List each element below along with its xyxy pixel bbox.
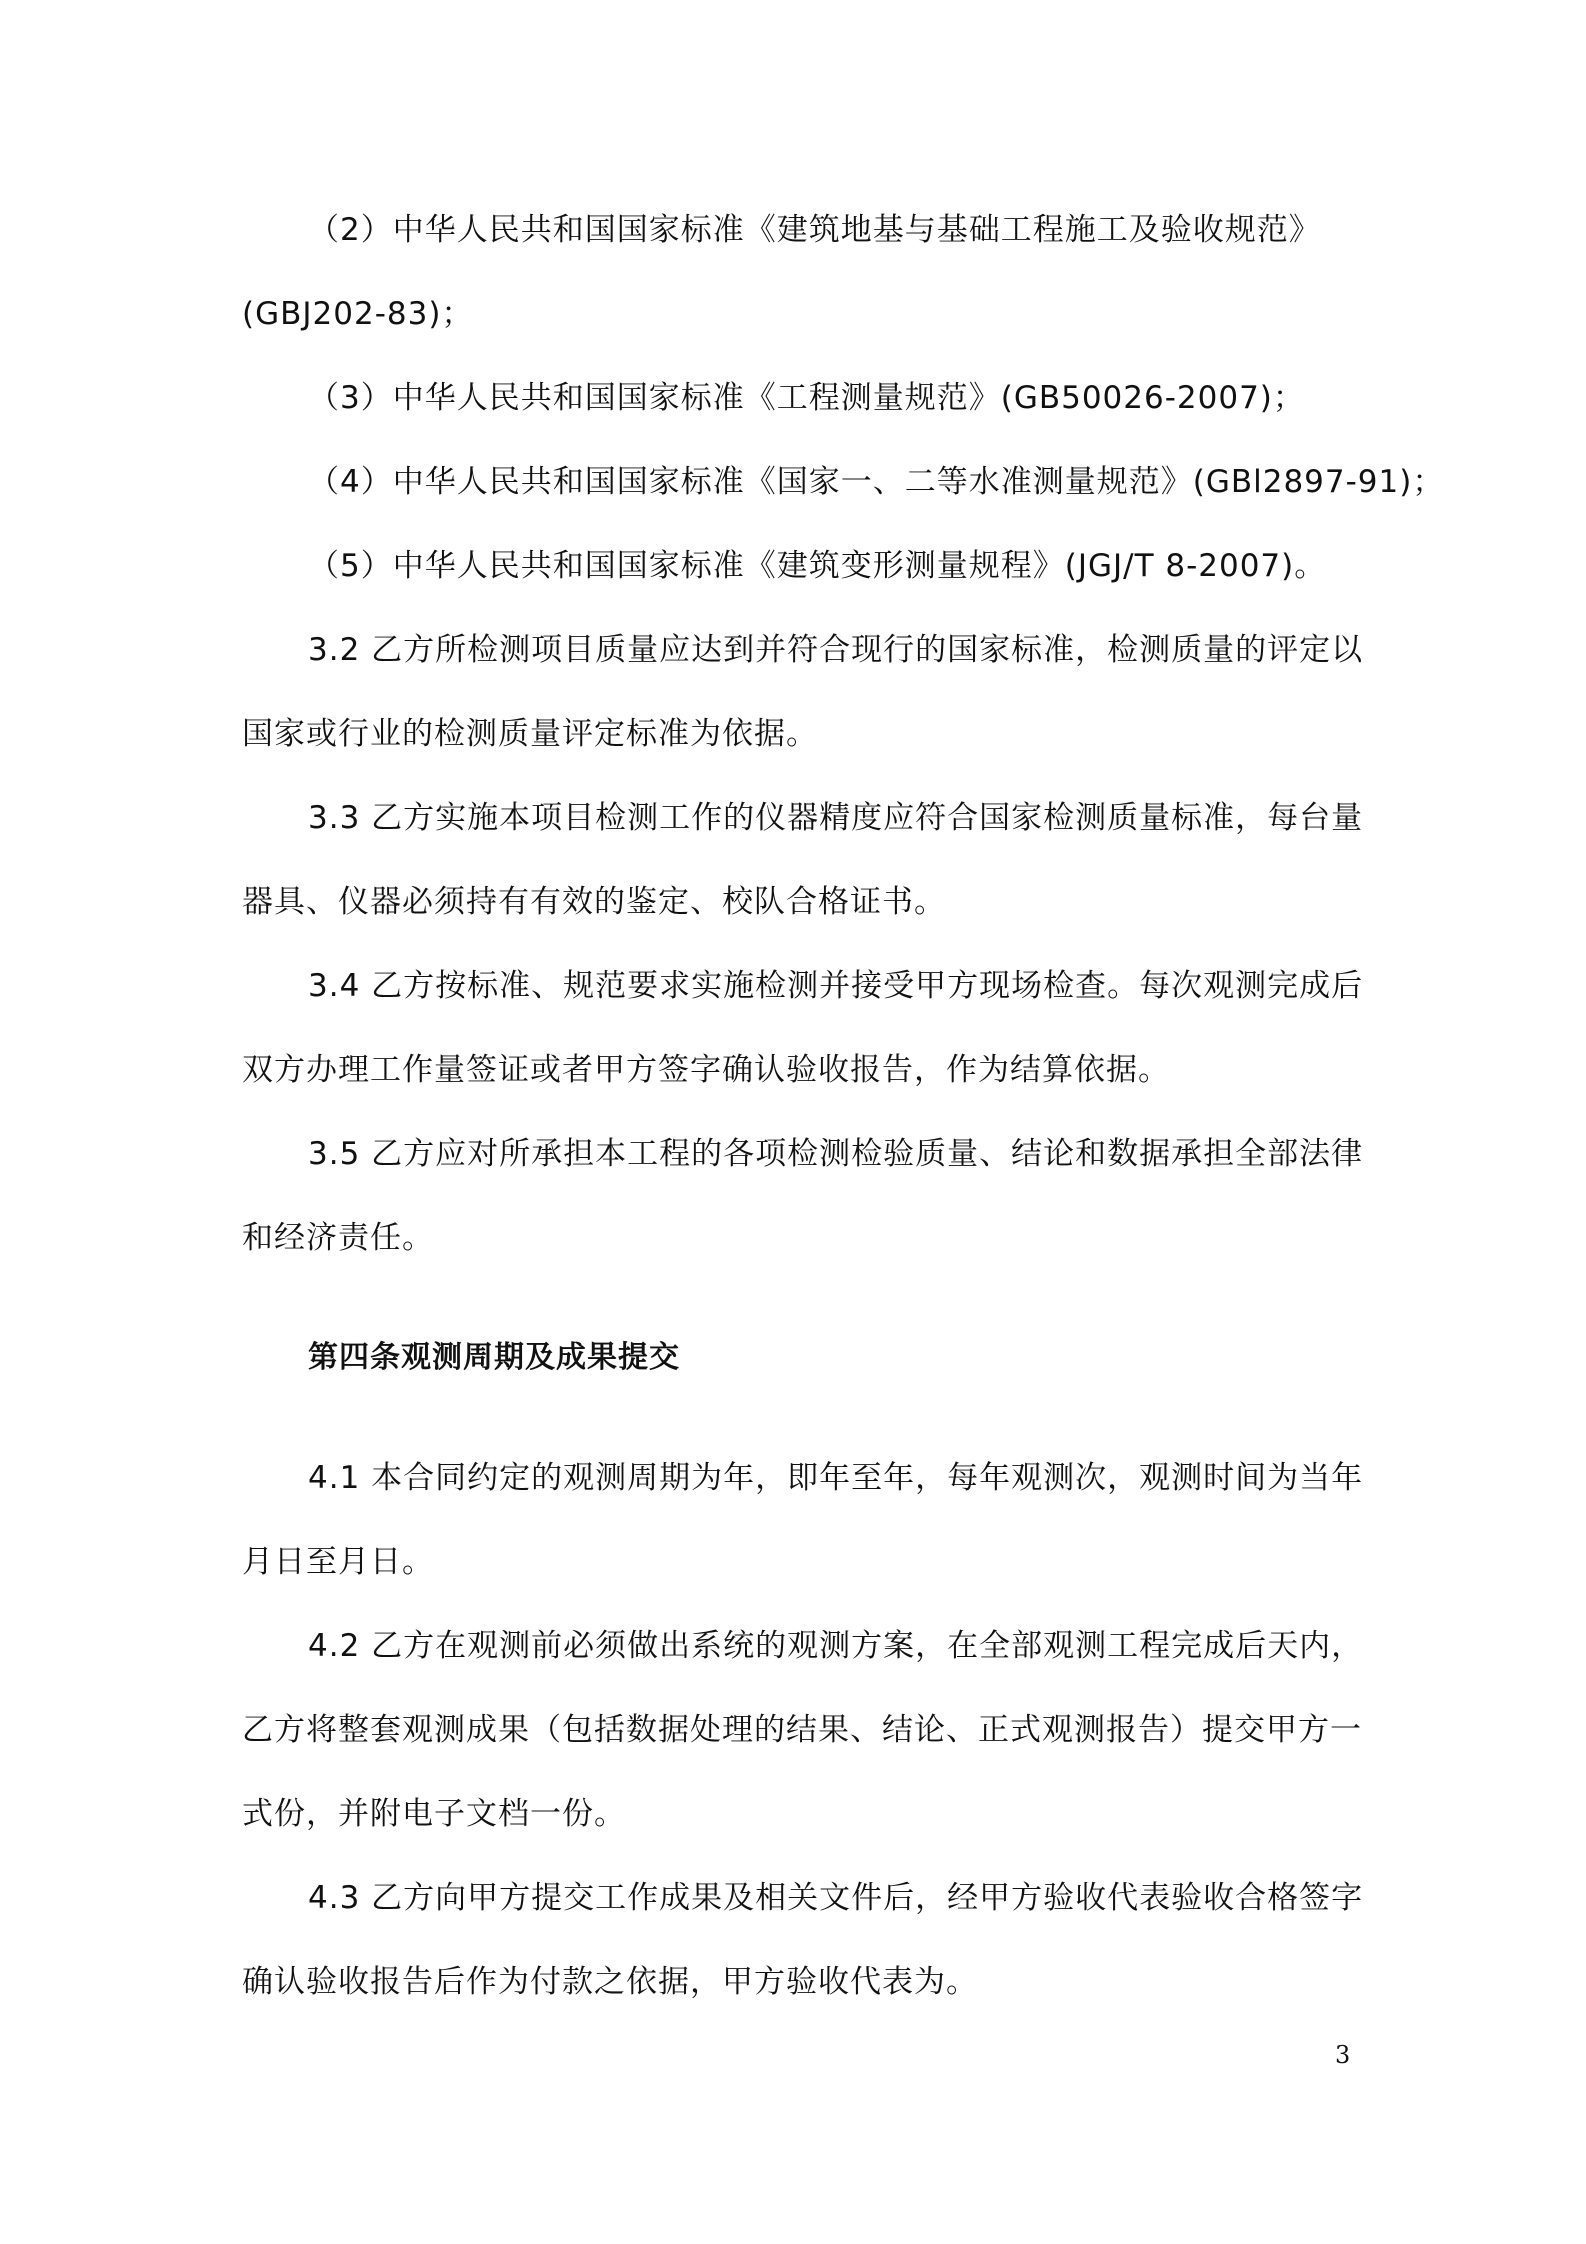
standard-item-2-line-2: (GBJ202-83)； [242,296,474,332]
clause-4-1-line-1: 4.1 本合同约定的观测周期为年，即年至年，每年观测次，观测时间为当年 [308,1460,1364,1496]
clause-4-3-line-1: 4.3 乙方向甲方提交工作成果及相关文件后，经甲方验收代表验收合格签字 [308,1880,1364,1916]
clause-3-5-line-2: 和经济责任。 [242,1220,434,1256]
clause-3-5-line-1: 3.5 乙方应对所承担本工程的各项检测检验质量、结论和数据承担全部法律 [308,1136,1364,1172]
clause-4-2-line-2: 乙方将整套观测成果（包括数据处理的结果、结论、正式观测报告）提交甲方一 [242,1712,1362,1748]
clause-4-1-line-2: 月日至月日。 [242,1544,434,1580]
section-4-heading: 第四条观测周期及成果提交 [308,1340,680,1375]
clause-4-2-line-3: 式份，并附电子文档一份。 [242,1796,626,1832]
clause-4-2-line-1: 4.2 乙方在观测前必须做出系统的观测方案，在全部观测工程完成后天内， [308,1628,1364,1664]
clause-3-3-line-1: 3.3 乙方实施本项目检测工作的仪器精度应符合国家检测质量标准，每台量 [308,800,1364,836]
clause-3-2-line-2: 国家或行业的检测质量评定标准为依据。 [242,716,818,752]
standard-item-4: （4）中华人民共和国国家标准《国家一、二等水准测量规范》(GBl2897-91)； [308,464,1445,500]
clause-4-3-line-2: 确认验收报告后作为付款之依据，甲方验收代表为。 [242,1964,978,2000]
standard-item-2-line-1: （2）中华人民共和国国家标准《建筑地基与基础工程施工及验收规范》 [308,212,1321,248]
clause-3-4-line-1: 3.4 乙方按标准、规范要求实施检测并接受甲方现场检查。每次观测完成后 [308,968,1364,1004]
standard-item-3: （3）中华人民共和国国家标准《工程测量规范》(GB50026-2007)； [308,380,1305,416]
standard-item-5: （5）中华人民共和国国家标准《建筑变形测量规程》(JGJ/T 8-2007)。 [308,548,1327,584]
clause-3-4-line-2: 双方办理工作量签证或者甲方签字确认验收报告，作为结算依据。 [242,1052,1170,1088]
clause-3-2-line-1: 3.2 乙方所检测项目质量应达到并符合现行的国家标准，检测质量的评定以 [308,632,1364,668]
page-number: 3 [1335,2041,1351,2069]
clause-3-3-line-2: 器具、仪器必须持有有效的鉴定、校队合格证书。 [242,884,946,920]
